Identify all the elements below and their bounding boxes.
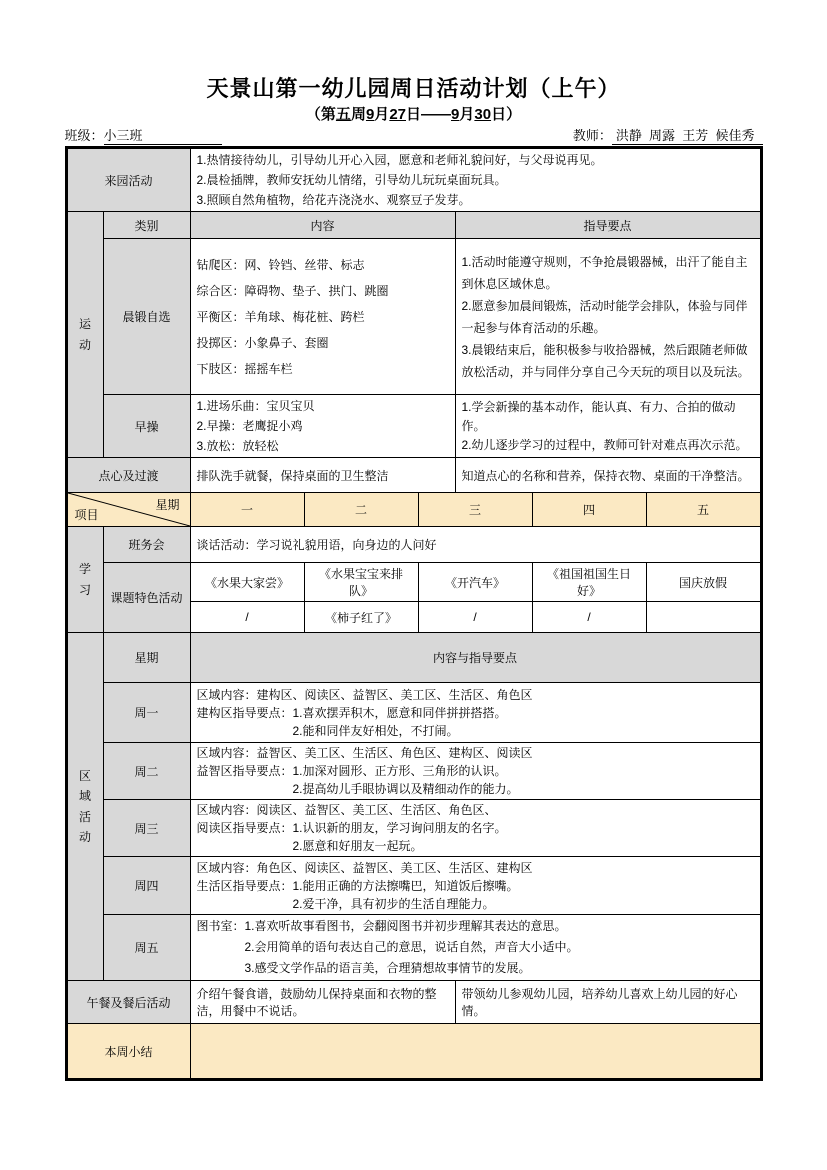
page-title: 天景山第一幼儿园周日活动计划（上午） bbox=[206, 76, 621, 101]
topic-label-cell: 课题特色活动 bbox=[103, 563, 190, 633]
meta-row bbox=[65, 128, 763, 145]
morning-gym-content-cell: 1.进场乐曲：宝贝宝贝 2.早操：老鹰捉小鸡 3.放松：放轻松 bbox=[190, 395, 455, 458]
snack-content-cell: 排队洗手就餐，保持桌面的卫生整洁 bbox=[190, 458, 455, 493]
page-subtitle: （第五周9月27日——9月30日） bbox=[305, 106, 522, 123]
summary-content-cell bbox=[190, 1024, 760, 1079]
study-section bbox=[67, 526, 761, 633]
zone-week-header-cell: 星期 bbox=[103, 633, 190, 683]
topic-thu-cell: 《祖国祖国生日好》 bbox=[532, 563, 646, 602]
teacher-value: 洪静 周露 王芳 候佳秀 bbox=[612, 128, 763, 145]
class-field bbox=[65, 128, 222, 145]
zone-tue-label-cell: 周二 bbox=[103, 743, 190, 800]
lunch-label-cell: 午餐及餐后活动 bbox=[67, 981, 190, 1024]
sport-section-label: 运动 bbox=[78, 317, 91, 352]
week-number: 五 bbox=[335, 106, 351, 123]
morning-gym-guidance-cell: 1.学会新操的基本动作，能认真、有力、合拍的做动作。 2.幼儿逐步学习的过程中，教师可针对难点再次示范。 bbox=[455, 395, 760, 458]
corner-item-label: 项目 bbox=[74, 508, 99, 522]
corner-cell bbox=[67, 493, 190, 527]
weekday-wed-cell: 三 bbox=[418, 493, 532, 527]
arrival-section bbox=[67, 148, 761, 212]
start-month: 9 bbox=[365, 106, 375, 123]
subtitle-text: （第 bbox=[305, 106, 336, 123]
arrival-content-cell: 1.热情接待幼儿，引导幼儿开心入园，愿意和老师礼貌问好，与父母说再见。 2.晨检插牌，教师安抚幼儿情绪，引导幼儿玩玩桌面玩具。 3.照顾自然角植物，给花卉浇浇水、观察豆子发芽。 bbox=[190, 149, 760, 212]
lunch-section bbox=[67, 980, 761, 1024]
teacher-field bbox=[573, 128, 763, 145]
weekday-header-row bbox=[67, 492, 761, 527]
topic2-fri-cell bbox=[646, 602, 760, 633]
weekday-tue-cell: 二 bbox=[304, 493, 418, 527]
study-section-label: 学习 bbox=[78, 562, 91, 597]
class-meeting-content-cell: 谈话活动：学习说礼貌用语，向身边的人问好 bbox=[190, 527, 760, 563]
zone-fri-content-cell: 图书室：1.喜欢听故事看图书，会翻阅图书并初步理解其表达的意思。 2.会用简单的语句表达自己的意思，说话自然，声音大小适中。 3.感受文学作品的语言美，合理猜想故事情节的发展。 bbox=[190, 915, 760, 981]
weekday-thu-cell: 四 bbox=[532, 493, 646, 527]
zone-mon-label-cell: 周一 bbox=[103, 683, 190, 743]
topic-tue-cell: 《水果宝宝来排队》 bbox=[304, 563, 418, 602]
end-day: 30 bbox=[474, 106, 492, 123]
category-header-cell: 类别 bbox=[103, 212, 190, 239]
summary-section bbox=[67, 1023, 761, 1079]
zone-thu-content-cell: 区域内容：角色区、阅读区、益智区、美工区、生活区、建构区 生活区指导要点：1.能用正确的方法擦嘴巴，知道饭后擦嘴。 2.爱干净，具有初步的生活自理能力。 bbox=[190, 857, 760, 915]
content-header-cell: 内容 bbox=[190, 212, 455, 239]
morning-exercise-label-cell: 晨锻自选 bbox=[103, 239, 190, 395]
class-value: 小三班 bbox=[104, 128, 222, 145]
zone-fri-label-cell: 周五 bbox=[103, 915, 190, 981]
zone-tue-content-cell: 区域内容：益智区、美工区、生活区、角色区、建构区、阅读区 益智区指导要点：1.加深对圆形、正方形、三角形的认识。 2.提高幼儿手眼协调以及精细动作的能力。 bbox=[190, 743, 760, 800]
zone-section-label-cell bbox=[67, 633, 103, 981]
sport-section-label-cell bbox=[67, 212, 103, 458]
snack-guidance-cell: 知道点心的名称和营养，保持衣物、桌面的干净整洁。 bbox=[455, 458, 760, 493]
sport-section bbox=[67, 211, 761, 493]
teacher-label: 教师： bbox=[572, 128, 612, 143]
study-section-label-cell bbox=[67, 527, 103, 633]
weekday-fri-cell: 五 bbox=[646, 493, 760, 527]
morning-exercise-content-cell: 钻爬区：网、铃铛、丝带、标志 综合区：障碍物、垫子、拱门、跳圈 平衡区：羊角球、梅花桩、跨栏 投掷区：小象鼻子、套圈 下肢区：摇摇车栏 bbox=[190, 239, 455, 395]
topic2-mon-cell: / bbox=[190, 602, 304, 633]
topic-mon-cell: 《水果大家尝》 bbox=[190, 563, 304, 602]
topic2-wed-cell: / bbox=[418, 602, 532, 633]
zone-wed-content-cell: 区域内容：阅读区、益智区、美工区、生活区、角色区、 阅读区指导要点：1.认识新的朋友，学习询问朋友的名字。 2.愿意和好朋友一起玩。 bbox=[190, 800, 760, 857]
zone-wed-label-cell: 周三 bbox=[103, 800, 190, 857]
class-meeting-label-cell: 班务会 bbox=[103, 527, 190, 563]
topic-fri-cell: 国庆放假 bbox=[646, 563, 760, 602]
morning-gym-label-cell: 早操 bbox=[103, 395, 190, 458]
plan-table bbox=[65, 146, 763, 1081]
lunch-content-cell: 介绍午餐食谱，鼓励幼儿保持桌面和衣物的整洁，用餐中不说话。 bbox=[190, 981, 455, 1024]
topic-wed-cell: 《开汽车》 bbox=[418, 563, 532, 602]
snack-label-cell: 点心及过渡 bbox=[67, 458, 190, 493]
summary-label-cell: 本周小结 bbox=[67, 1024, 190, 1079]
start-day: 27 bbox=[389, 106, 406, 123]
corner-week-label: 星期 bbox=[155, 498, 180, 512]
class-label: 班级： bbox=[64, 128, 104, 143]
zone-content-header-cell: 内容与指导要点 bbox=[190, 633, 760, 683]
zone-section bbox=[67, 632, 761, 981]
lunch-guidance-cell: 带领幼儿参观幼儿园，培养幼儿喜欢上幼儿园的好心情。 bbox=[455, 981, 760, 1024]
topic2-tue-cell: 《柿子红了》 bbox=[304, 602, 418, 633]
zone-mon-content-cell: 区域内容：建构区、阅读区、益智区、美工区、生活区、角色区 建构区指导要点：1.喜欢摆弄积木，愿意和同伴拼拼搭搭。 2.能和同伴友好相处，不打闹。 bbox=[190, 683, 760, 743]
arrival-label-cell: 来园活动 bbox=[67, 149, 190, 212]
topic2-thu-cell: / bbox=[532, 602, 646, 633]
weekday-mon-cell: 一 bbox=[190, 493, 304, 527]
zone-thu-label-cell: 周四 bbox=[103, 857, 190, 915]
guidance-header-cell: 指导要点 bbox=[455, 212, 760, 239]
zone-section-label: 区域活动 bbox=[78, 768, 91, 844]
morning-exercise-guidance-cell: 1.活动时能遵守规则，不争抢晨锻器械，出汗了能自主到休息区域休息。 2.愿意参加晨间锻炼，活动时能学会排队，体验与同伴一起参与体育活动的乐趣。 3.晨锻结束后，能积极参与收拾器械，然后跟随老师做放松活动，并与同伴分享自己今天玩的项目以及玩法。 bbox=[455, 239, 760, 395]
end-month: 9 bbox=[451, 106, 460, 123]
